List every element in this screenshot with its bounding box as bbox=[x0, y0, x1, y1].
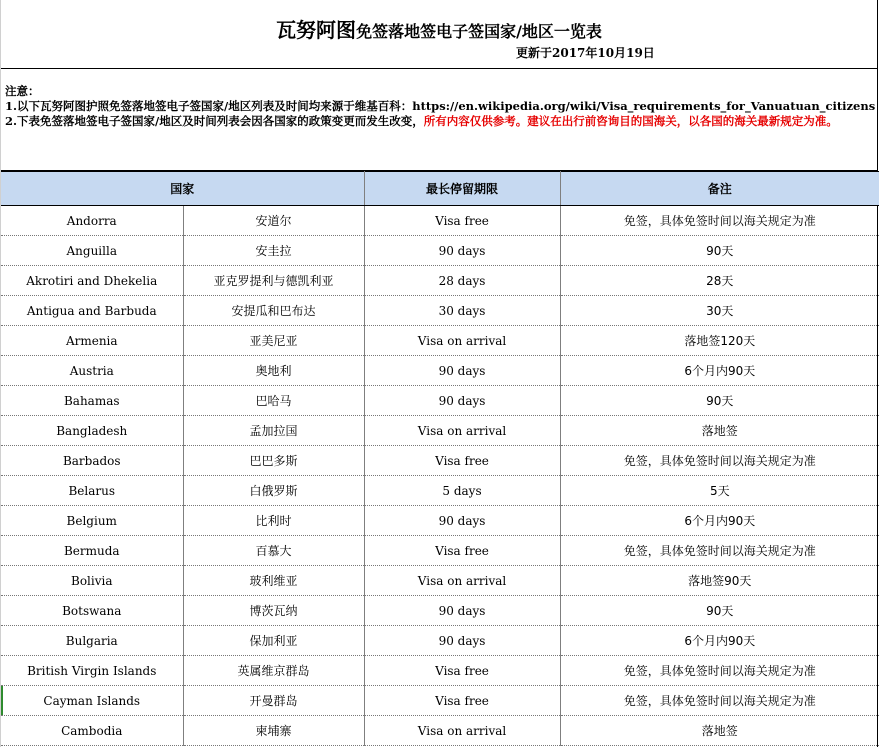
max-stay-cell[interactable]: 90 days bbox=[364, 626, 560, 656]
header-country[interactable]: 国家 bbox=[1, 172, 364, 206]
country-cn-cell[interactable]: 玻利维亚 bbox=[183, 566, 364, 596]
country-cn-cell[interactable]: 博茨瓦纳 bbox=[183, 596, 364, 626]
max-stay-cell[interactable]: Visa on arrival bbox=[364, 716, 560, 746]
remark-cell[interactable]: 6个月内90天 bbox=[560, 626, 879, 656]
country-cn-cell[interactable]: 白俄罗斯 bbox=[183, 476, 364, 506]
max-stay-cell[interactable]: Visa free bbox=[364, 656, 560, 686]
country-en-cell[interactable]: Cayman Islands bbox=[1, 686, 183, 716]
remark-cell[interactable]: 90天 bbox=[560, 596, 879, 626]
remark-cell[interactable]: 90天 bbox=[560, 386, 879, 416]
max-stay-cell[interactable]: 90 days bbox=[364, 236, 560, 266]
table-row bbox=[1, 266, 879, 296]
table-row bbox=[1, 236, 879, 266]
max-stay-cell[interactable]: 5 days bbox=[364, 476, 560, 506]
country-en-cell[interactable]: Bolivia bbox=[1, 566, 183, 596]
max-stay-cell[interactable]: 90 days bbox=[364, 506, 560, 536]
header-max-stay[interactable]: 最长停留期限 bbox=[364, 172, 560, 206]
country-en-cell[interactable]: Bulgaria bbox=[1, 626, 183, 656]
table-row bbox=[1, 386, 879, 416]
table-row bbox=[1, 446, 879, 476]
remark-cell[interactable]: 落地签 bbox=[560, 416, 879, 446]
updated-date: 更新于2017年10月19日 bbox=[516, 46, 655, 60]
remark-cell[interactable]: 落地签120天 bbox=[560, 326, 879, 356]
table-row bbox=[1, 716, 879, 746]
country-en-cell[interactable]: Antigua and Barbuda bbox=[1, 296, 183, 326]
max-stay-cell[interactable]: 90 days bbox=[364, 356, 560, 386]
country-en-cell[interactable]: Bangladesh bbox=[1, 416, 183, 446]
country-en-cell[interactable]: Andorra bbox=[1, 206, 183, 236]
remark-cell[interactable]: 30天 bbox=[560, 296, 879, 326]
notes-line-1: 1.以下瓦努阿图护照免签落地签电子签国家/地区列表及时间均来源于维基百科：https://en.wikipedia.org/wiki/Visa_requirements_for_Vanuatuan_citizens bbox=[5, 99, 876, 113]
title-main: 瓦努阿图 bbox=[276, 18, 357, 42]
country-cn-cell[interactable]: 巴巴多斯 bbox=[183, 446, 364, 476]
notes-heading: 注意： bbox=[5, 84, 40, 98]
remark-cell[interactable]: 免签，具体免签时间以海关规定为准 bbox=[560, 656, 879, 686]
max-stay-cell[interactable]: Visa free bbox=[364, 536, 560, 566]
max-stay-cell[interactable]: 30 days bbox=[364, 296, 560, 326]
country-en-cell[interactable]: Belgium bbox=[1, 506, 183, 536]
table-row bbox=[1, 356, 879, 386]
table-row bbox=[1, 656, 879, 686]
country-en-cell[interactable]: Austria bbox=[1, 356, 183, 386]
country-cn-cell[interactable]: 比利时 bbox=[183, 506, 364, 536]
max-stay-cell[interactable]: 90 days bbox=[364, 596, 560, 626]
notes-line-2-warning: 所有内容仅供参考。建议在出行前咨询目的国海关，以各国的海关最新规定为准。 bbox=[423, 114, 838, 128]
max-stay-cell[interactable]: Visa free bbox=[364, 206, 560, 236]
table-row bbox=[1, 506, 879, 536]
country-cn-cell[interactable]: 柬埔寨 bbox=[183, 716, 364, 746]
country-cn-cell[interactable]: 百慕大 bbox=[183, 536, 364, 566]
country-en-cell[interactable]: British Virgin Islands bbox=[1, 656, 183, 686]
notes-block bbox=[1, 69, 877, 171]
table-body bbox=[1, 206, 879, 746]
table-header-row bbox=[1, 172, 879, 206]
country-cn-cell[interactable]: 巴哈马 bbox=[183, 386, 364, 416]
remark-cell[interactable]: 落地签 bbox=[560, 716, 879, 746]
max-stay-cell[interactable]: 28 days bbox=[364, 266, 560, 296]
table-row bbox=[1, 326, 879, 356]
country-cn-cell[interactable]: 孟加拉国 bbox=[183, 416, 364, 446]
table-row bbox=[1, 686, 879, 716]
remark-cell[interactable]: 免签，具体免签时间以海关规定为准 bbox=[560, 686, 879, 716]
max-stay-cell[interactable]: Visa on arrival bbox=[364, 326, 560, 356]
table-row bbox=[1, 476, 879, 506]
table-row bbox=[1, 566, 879, 596]
notes-line-2 bbox=[5, 114, 867, 129]
table-row bbox=[1, 536, 879, 566]
country-cn-cell[interactable]: 奥地利 bbox=[183, 356, 364, 386]
remark-cell[interactable]: 6个月内90天 bbox=[560, 356, 879, 386]
country-en-cell[interactable]: Anguilla bbox=[1, 236, 183, 266]
remark-cell[interactable]: 90天 bbox=[560, 236, 879, 266]
remark-cell[interactable]: 28天 bbox=[560, 266, 879, 296]
remark-cell[interactable]: 5天 bbox=[560, 476, 879, 506]
country-cn-cell[interactable]: 英属维京群岛 bbox=[183, 656, 364, 686]
table-row bbox=[1, 596, 879, 626]
remark-cell[interactable]: 免签，具体免签时间以海关规定为准 bbox=[560, 206, 879, 236]
country-cn-cell[interactable]: 安提瓜和巴布达 bbox=[183, 296, 364, 326]
table-row bbox=[1, 626, 879, 656]
country-en-cell[interactable]: Botswana bbox=[1, 596, 183, 626]
header-remarks[interactable]: 备注 bbox=[560, 172, 879, 206]
max-stay-cell[interactable]: Visa on arrival bbox=[364, 566, 560, 596]
notes-line-2-text: 2.下表免签落地签电子签国家/地区及时间列表会因各国家的政策变更而发生改变， bbox=[5, 114, 424, 128]
country-en-cell[interactable]: Akrotiri and Dhekelia bbox=[1, 266, 183, 296]
title-block bbox=[1, 0, 877, 69]
country-cn-cell[interactable]: 保加利亚 bbox=[183, 626, 364, 656]
page-title bbox=[1, 14, 877, 43]
max-stay-cell[interactable]: Visa free bbox=[364, 686, 560, 716]
country-en-cell[interactable]: Cambodia bbox=[1, 716, 183, 746]
title-rest: 免签落地签电子签国家/地区一览表 bbox=[356, 22, 602, 41]
table-row bbox=[1, 206, 879, 236]
max-stay-cell[interactable]: 90 days bbox=[364, 386, 560, 416]
max-stay-cell[interactable]: Visa on arrival bbox=[364, 416, 560, 446]
country-en-cell[interactable]: Bermuda bbox=[1, 536, 183, 566]
country-en-cell[interactable]: Armenia bbox=[1, 326, 183, 356]
remark-cell[interactable]: 免签，具体免签时间以海关规定为准 bbox=[560, 446, 879, 476]
country-en-cell[interactable]: Bahamas bbox=[1, 386, 183, 416]
remark-cell[interactable]: 免签，具体免签时间以海关规定为准 bbox=[560, 536, 879, 566]
remark-cell[interactable]: 6个月内90天 bbox=[560, 506, 879, 536]
country-cn-cell[interactable]: 亚克罗提利与德凯利亚 bbox=[183, 266, 364, 296]
country-en-cell[interactable]: Barbados bbox=[1, 446, 183, 476]
country-en-cell[interactable]: Belarus bbox=[1, 476, 183, 506]
max-stay-cell[interactable]: Visa free bbox=[364, 446, 560, 476]
visa-table bbox=[1, 171, 879, 746]
remark-cell[interactable]: 落地签90天 bbox=[560, 566, 879, 596]
country-cn-cell[interactable]: 安道尔 bbox=[183, 206, 364, 236]
table-row bbox=[1, 296, 879, 326]
table-row bbox=[1, 416, 879, 446]
country-cn-cell[interactable]: 安圭拉 bbox=[183, 236, 364, 266]
country-cn-cell[interactable]: 开曼群岛 bbox=[183, 686, 364, 716]
country-cn-cell[interactable]: 亚美尼亚 bbox=[183, 326, 364, 356]
